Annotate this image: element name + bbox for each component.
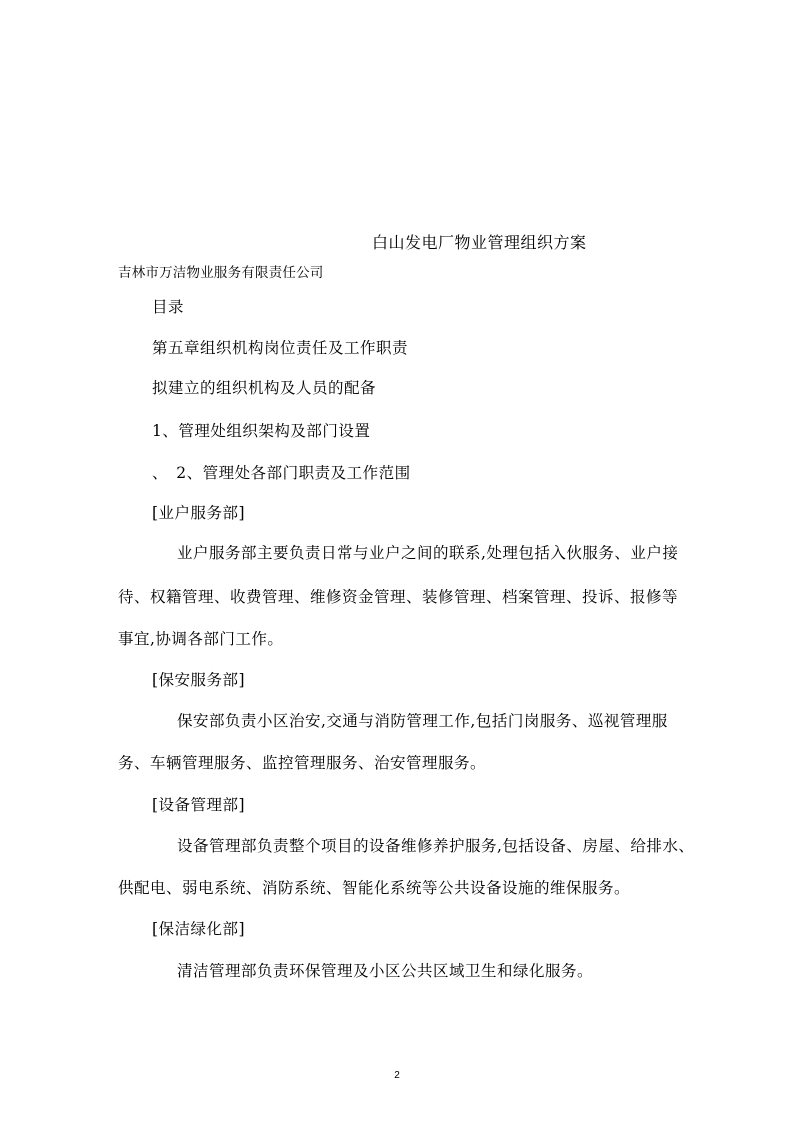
paragraph-line: 设备管理部负责整个项目的设备维修养护服务,包括设备、房屋、给排水、 bbox=[177, 837, 695, 855]
paragraph-line: 务、车辆管理服务、监控管理服务、治安管理服务。 bbox=[118, 754, 487, 772]
list-item-2: 、 2、管理处各部门职责及工作范围 bbox=[152, 464, 411, 482]
toc-label: 目录 bbox=[152, 298, 185, 316]
page-number: 2 bbox=[394, 1070, 400, 1081]
document-title: 白山发电厂物业管理组织方案 bbox=[372, 233, 587, 252]
list-item-1: 1、管理处组织架构及部门设置 bbox=[152, 422, 371, 440]
paragraph-line: 保安部负责小区治安,交通与消防管理工作,包括门岗服务、巡视管理服 bbox=[177, 712, 668, 730]
department-heading: [保洁绿化部] bbox=[152, 920, 246, 938]
company-name: 吉林市万洁物业服务有限责任公司 bbox=[118, 265, 324, 281]
paragraph-line: 待、权籍管理、收费管理、维修资金管理、装修管理、档案管理、投诉、报修等 bbox=[118, 588, 679, 606]
section-heading: 拟建立的组织机构及人员的配备 bbox=[152, 379, 377, 397]
department-heading: [设备管理部] bbox=[152, 796, 246, 814]
paragraph-line: 业户服务部主要负责日常与业户之间的联系,处理包括入伙服务、业户接 bbox=[177, 544, 679, 562]
paragraph-line: 供配电、弱电系统、消防系统、智能化系统等公共设备设施的维保服务。 bbox=[118, 879, 631, 897]
chapter-heading: 第五章组织机构岗位责任及工作职责 bbox=[152, 339, 409, 357]
paragraph-line: 事宜,协调各部门工作。 bbox=[118, 630, 284, 648]
paragraph-line: 清洁管理部负责环保管理及小区公共区域卫生和绿化服务。 bbox=[177, 962, 594, 980]
department-heading: [保安服务部] bbox=[152, 671, 246, 689]
department-heading: [业户服务部] bbox=[152, 504, 246, 522]
